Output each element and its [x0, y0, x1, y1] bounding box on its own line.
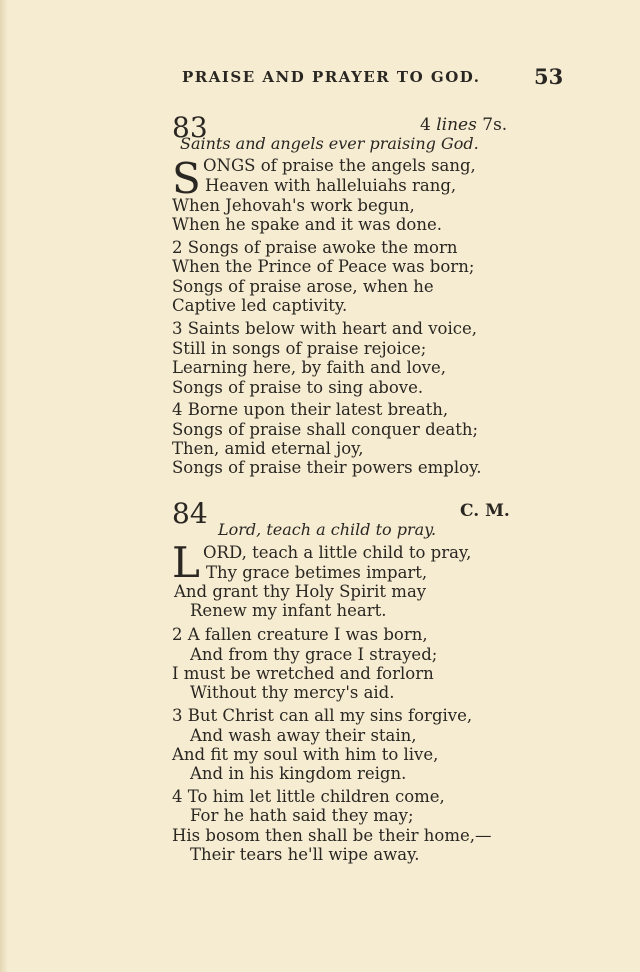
verse-line: Renew my infant heart.: [190, 601, 387, 620]
page-number: 53: [534, 64, 564, 89]
drop-cap: L: [172, 538, 200, 587]
verse-line: 4 To him let little children come,: [172, 787, 445, 806]
verse-line: When he spake and it was done.: [172, 215, 442, 234]
meter-word: lines: [436, 115, 477, 135]
verse-line: 4 Borne upon their latest breath,: [172, 400, 449, 419]
verse-line: And grant thy Holy Spirit may: [174, 582, 427, 601]
verse-line: When the Prince of Peace was born;: [172, 257, 475, 276]
verse-line: Without thy mercy's aid.: [190, 683, 395, 702]
meter-suffix: 7s.: [482, 115, 508, 135]
verse-line: 3 But Christ can all my sins forgive,: [172, 706, 473, 725]
hymn-number: 84: [172, 497, 208, 530]
verse-line: Their tears he'll wipe away.: [190, 845, 420, 864]
verse-line: Songs of praise arose, when he: [172, 277, 434, 296]
verse-line: 3 Saints below with heart and voice,: [172, 319, 477, 338]
verse-line: ORD, teach a little child to pray,: [203, 543, 472, 562]
verse-line: For he hath said they may;: [190, 806, 414, 825]
verse-line: Thy grace betimes impart,: [206, 563, 428, 582]
verse-line: Songs of praise their powers employ.: [172, 458, 482, 477]
verse-line: And from thy grace I strayed;: [190, 645, 438, 664]
verse-line: Then, amid eternal joy,: [172, 439, 364, 458]
verse-line: I must be wretched and forlorn: [172, 664, 434, 683]
hymn-meter: C. M.: [460, 501, 510, 521]
verse-line: Learning here, by faith and love,: [172, 358, 446, 377]
page-spine-shadow: [0, 0, 8, 972]
verse-line: His bosom then shall be their home,—: [172, 826, 492, 845]
hymn-title: Lord, teach a child to pray.: [218, 520, 437, 539]
verse-line: Still in songs of praise rejoice;: [172, 339, 427, 358]
verse-line: Heaven with halleluiahs rang,: [205, 176, 457, 195]
drop-cap: S: [172, 154, 201, 203]
verse-line: When Jehovah's work begun,: [172, 196, 415, 215]
verse-line: And in his kingdom reign.: [190, 764, 407, 783]
running-head: PRAISE AND PRAYER TO GOD.: [182, 68, 481, 86]
verse-line: 2 A fallen creature I was born,: [172, 625, 428, 644]
verse-line: And fit my soul with him to live,: [172, 745, 439, 764]
verse-line: Captive led captivity.: [172, 296, 348, 315]
meter-count: 4: [420, 115, 431, 135]
hymn-meter: [420, 115, 507, 135]
verse-line: Songs of praise to sing above.: [172, 378, 424, 397]
hymn-title: Saints and angels ever praising God.: [180, 134, 479, 153]
verse-line: 2 Songs of praise awoke the morn: [172, 238, 458, 257]
hymn-number: 83: [172, 111, 208, 144]
verse-line: ONGS of praise the angels sang,: [203, 156, 476, 175]
verse-line: And wash away their stain,: [190, 726, 417, 745]
verse-line: Songs of praise shall conquer death;: [172, 420, 479, 439]
